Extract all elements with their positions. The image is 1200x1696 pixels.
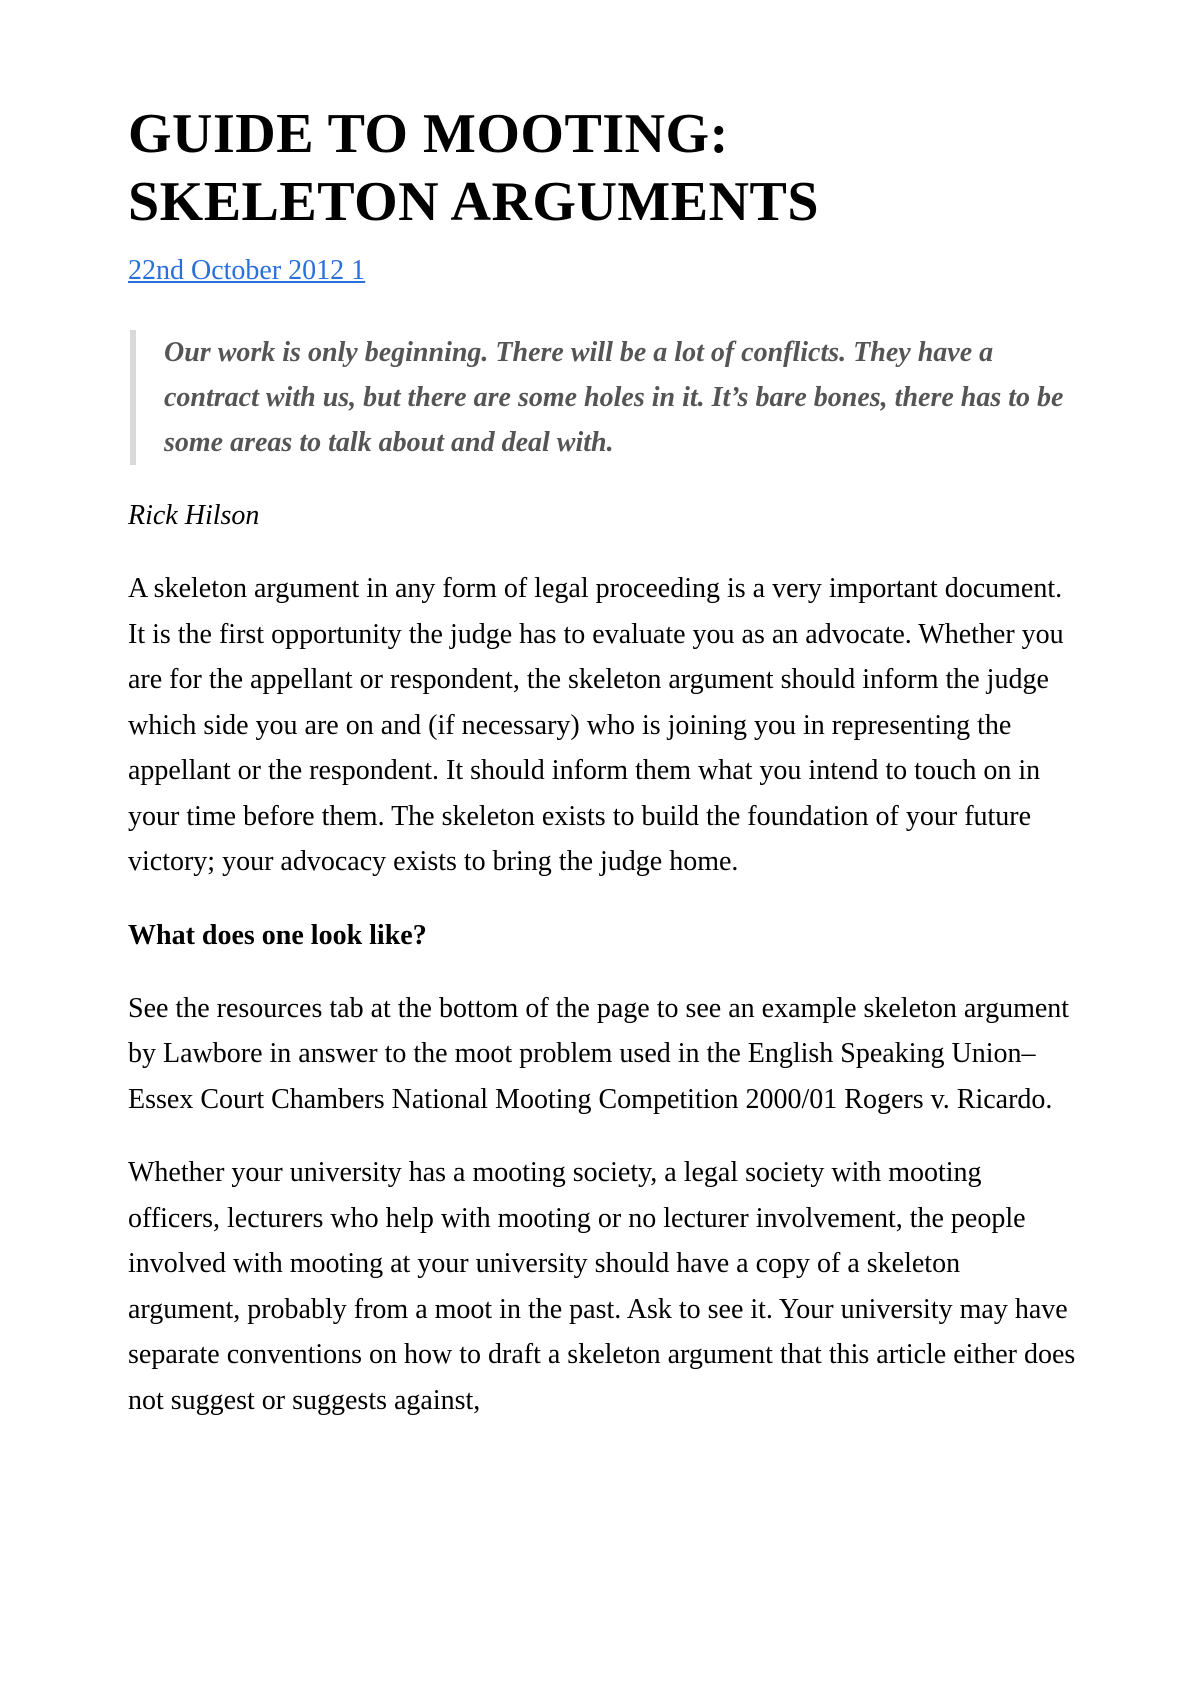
- body-paragraph-2: See the resources tab at the bottom of the page to see an example skeleton argument by Lawbore in answer to the moot problem used in the English Speaking Union–Essex Court Chambers National Mooting Competition 2000/01 Rogers v. Ricardo.: [128, 992, 1070, 1115]
- page-title: [128, 100, 1078, 236]
- article: [128, 100, 1078, 1423]
- section-heading: What does one look like?: [128, 919, 427, 951]
- quote-text: Our work is only beginning. There will be a lot of conflicts. They have a contract with us, but there are some holes in it. It’s bare bones, there has to be some areas to talk about and deal with.: [164, 337, 1064, 458]
- body-paragraph-1: A skeleton argument in any form of legal proceeding is a very important document. It is the first opportunity the judge has to evaluate you as an advocate. Whether you are for the appellant or respondent, the skeleton argument should inform the judge which side you are on and (if necessary) who is joining you in representing the appellant or the respondent. It should inform them what you intend to touch on in your time before them. The skeleton exists to build the foundation of your future victory; your advocacy exists to bring the judge home.: [128, 573, 1064, 877]
- title-line-1: GUIDE TO MOOTING:: [128, 103, 729, 165]
- pull-quote: [130, 330, 1078, 465]
- quote-attribution: Rick Hilson: [128, 500, 260, 531]
- body-paragraph-3: Whether your university has a mooting society, a legal society with mooting officers, lecturers who help with mooting or no lecturer involvement, the people involved with mooting at your university should have a copy of a skeleton argument, probably from a moot in the past. Ask to see it. Your university may have separate conventions on how to draft a skeleton argument that this article either does not suggest or suggests against,: [128, 1157, 1076, 1416]
- title-line-2: SKELETON ARGUMENTS: [128, 171, 820, 233]
- post-meta: [128, 254, 1078, 288]
- date-link[interactable]: 22nd October 2012 1: [128, 255, 366, 286]
